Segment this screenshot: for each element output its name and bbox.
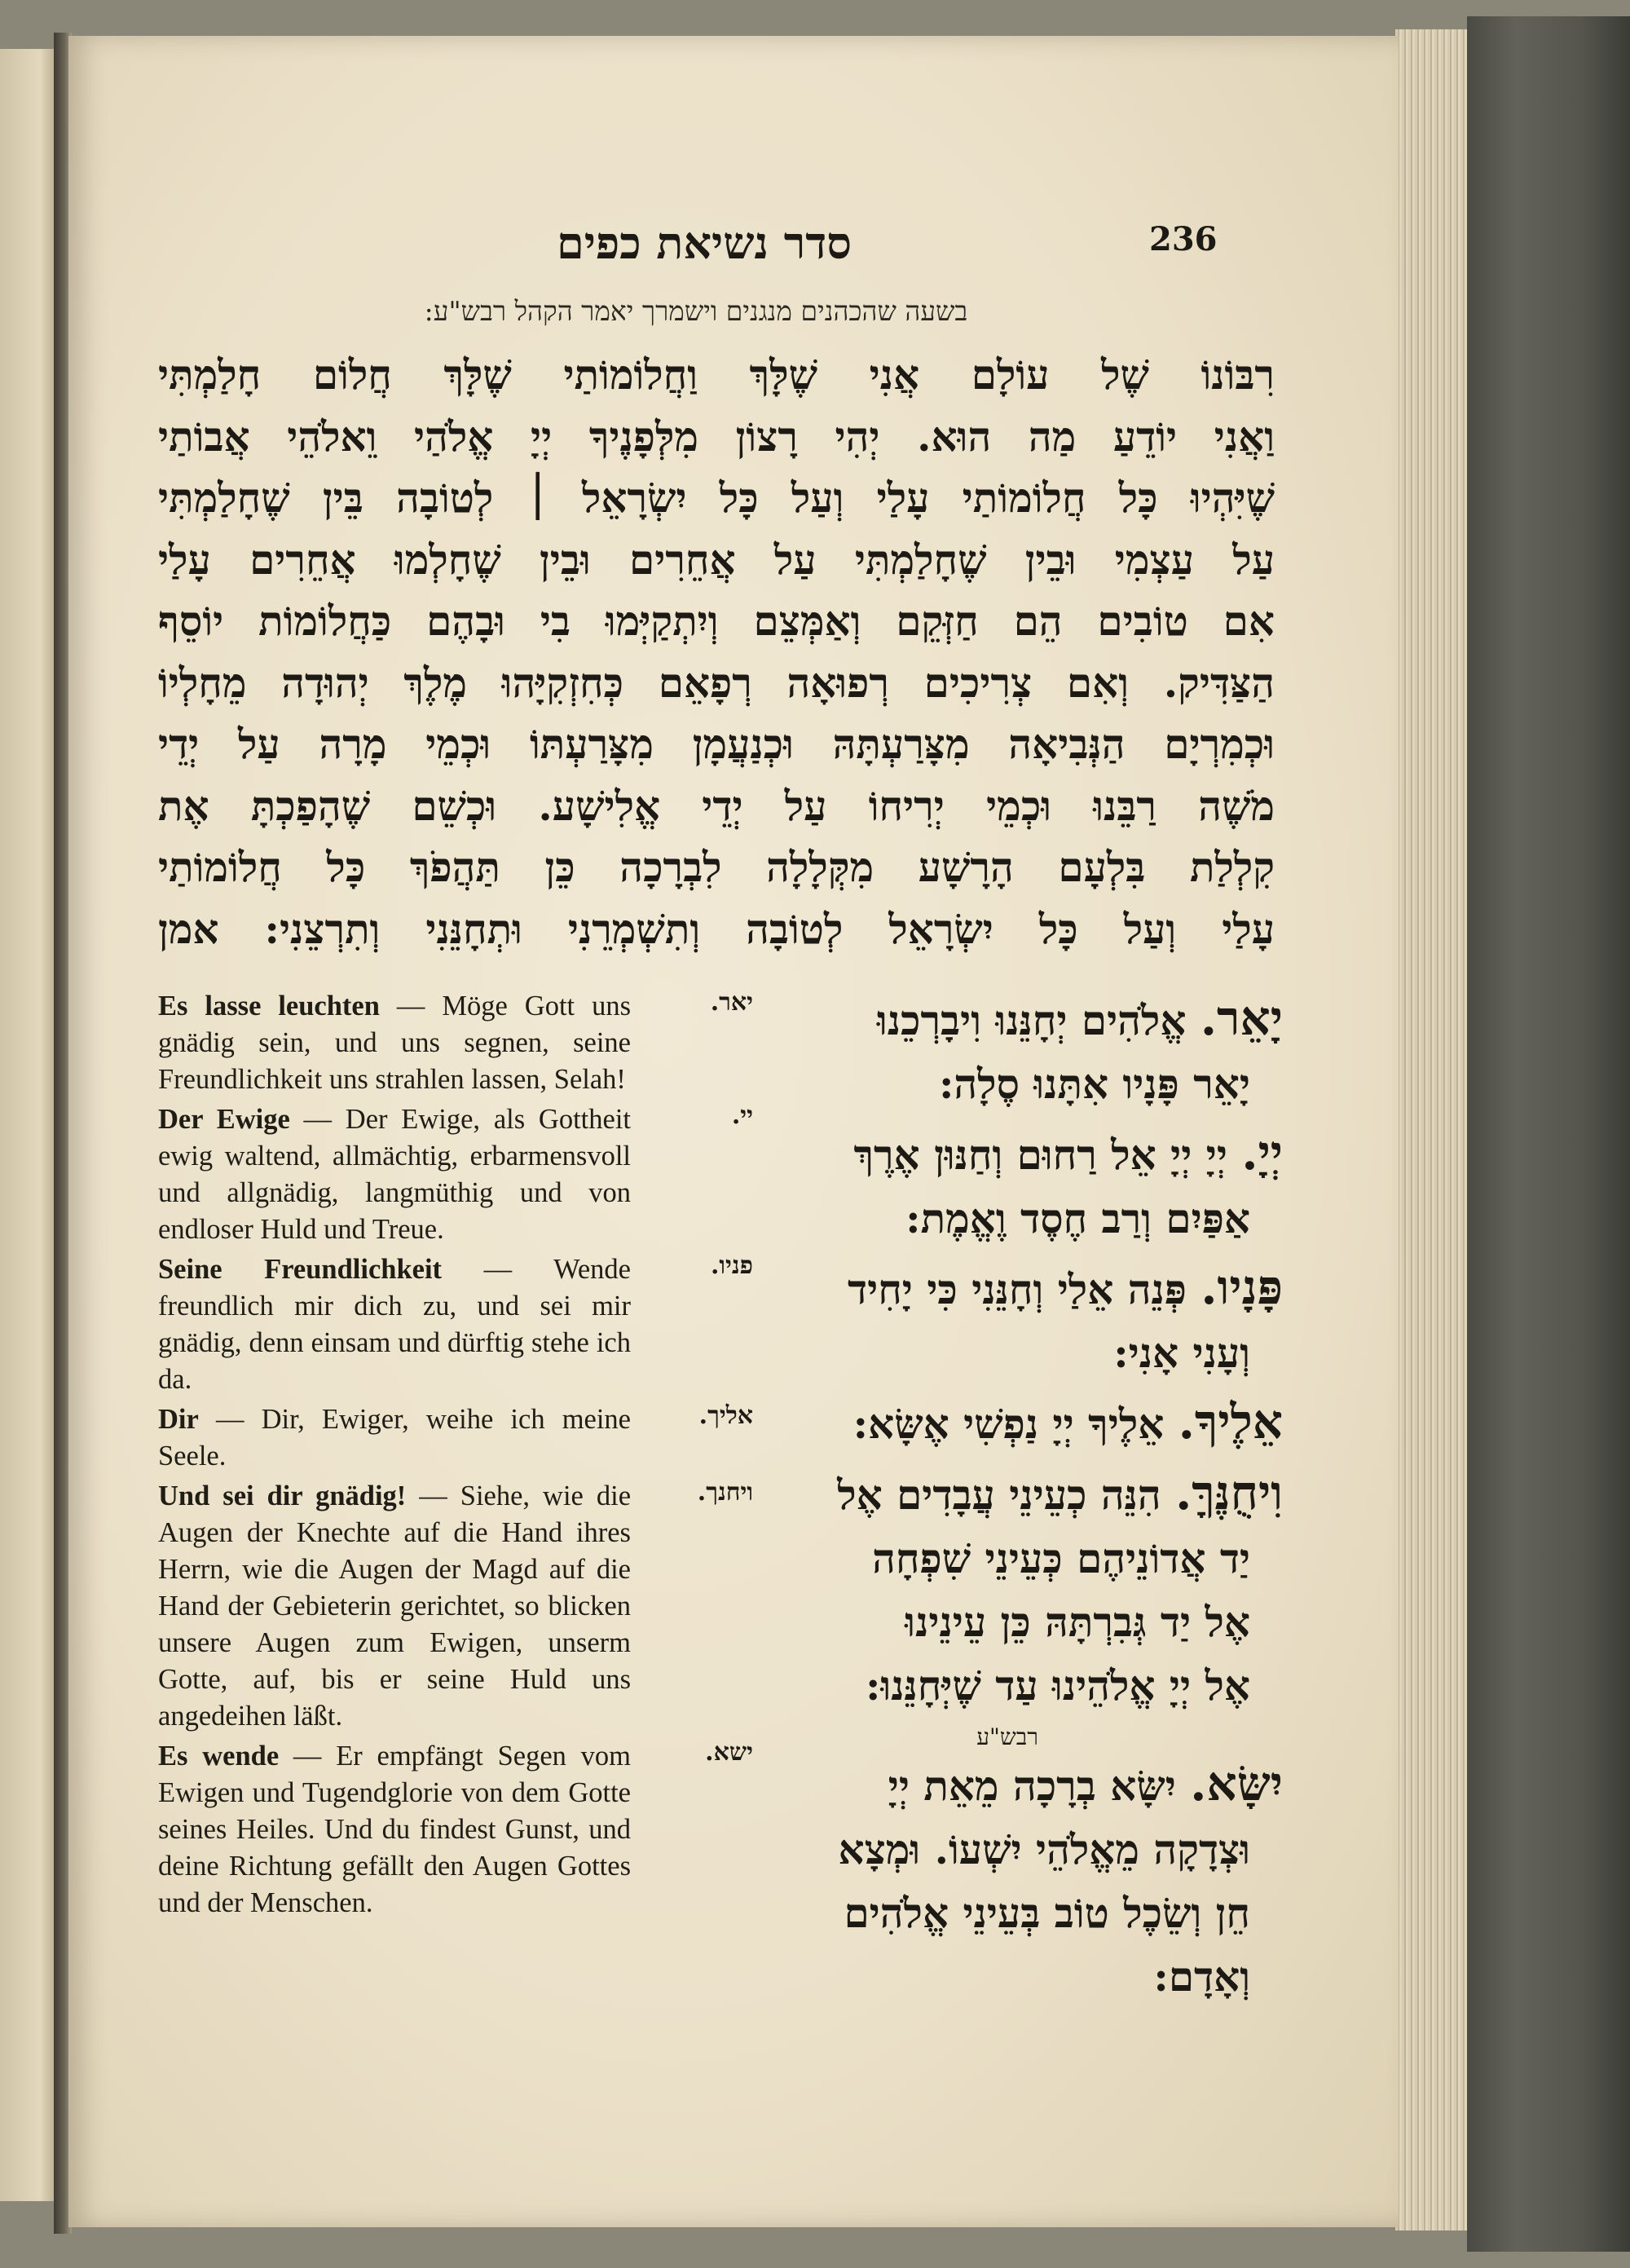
verse-line <box>778 1390 1283 1456</box>
verse-line <box>778 1461 1283 1527</box>
prayer-line: עַל עַצְמִי וּבֵין שֶׁחָלַמְתִּי עַל אֲחֵרִים וּבֵין שֶׁחָלְמוּ אֲחֵרִים עָלַי <box>158 535 1275 584</box>
page-edges <box>1395 29 1474 2230</box>
verse-text: אֶל יַד גְּבִרְתָּהּ כֵּן עֵינֵינוּ <box>905 1598 1250 1646</box>
gloss-entry <box>158 1401 761 1475</box>
verse-key: פָּנָיו. <box>1200 1260 1283 1315</box>
gloss-term: Der Ewige <box>158 1104 290 1135</box>
gloss-term: Es lasse leuchten <box>158 991 380 1021</box>
hebrew-verses <box>778 986 1283 2014</box>
verse-text: וּצְדָקָה מֵאֱלֹהֵי יִשְׁעוֹ. וּמְצָא <box>838 1825 1250 1873</box>
prayer-line: עָלַי וְעַל כָּל יִשְׂרָאֵל לְטוֹבָה וְתִשְׁמְרֵנִי וּתְחָנֵּנִי וְתִרְצֵנִי: אמן <box>158 904 1275 953</box>
gloss-entry <box>158 988 761 1098</box>
verse-key: יְיָ. <box>1241 1125 1283 1180</box>
gloss-text <box>158 1478 631 1735</box>
verse-line <box>778 1818 1283 1882</box>
verse-text: וְאָדָם: <box>1153 1953 1250 2001</box>
verse-text: יָאֵר פָּנָיו אִתָּנוּ סֶלָה: <box>938 1060 1250 1108</box>
gloss-term: Seine Freundlichkeit <box>158 1254 443 1285</box>
prayer-line: וּכְמִרְיָם הַנְּבִיאָה מִצָּרַעְתָּהּ וּכְנַעֲמָן מִצָּרַעְתּוֹ וּכְמֵי מָרָה עַל יְדֵי <box>158 720 1275 768</box>
gloss-body: — Er empfängt Segen vom Ewigen und Tugendglorie von dem Gotte seines Heiles. Und du findest Gunst, und deine Richtung gefällt den Augen Gottes und der Menschen. <box>158 1741 632 1918</box>
gloss-text <box>158 1401 631 1475</box>
verse-text: יַד אֲדוֹנֵיהֶם כְּעֵינֵי שִׁפְחָה <box>872 1534 1250 1582</box>
gloss-key: ישא. <box>705 1738 753 1767</box>
gloss-term: Und sei dir gnädig! <box>158 1480 407 1511</box>
verse-block <box>778 1121 1283 1251</box>
gloss-text <box>158 1101 631 1248</box>
verse-block <box>778 1461 1283 1718</box>
gloss-entry <box>158 1251 761 1398</box>
prayer-line: הַצַּדִּיק. וְאִם צְרִיכִים רְפוּאָה רְפָאֵם כְּחִזְקִיָּהוּ מֶלֶךְ יְהוּדָה מֵחָלְיוֹ <box>158 658 1275 707</box>
verse-line <box>778 1052 1283 1116</box>
verse-text: אֱלֹהִים יְחָנֵּנוּ וִיבָרְכֵנוּ <box>876 996 1187 1044</box>
verse-key: יִשָּׂא. <box>1190 1756 1283 1811</box>
verse-text: יִשָּׂא בְרָכָה מֵאֵת יְיָ <box>888 1762 1176 1810</box>
gloss-body: — Der Ewige, als Gottheit ewig waltend, allmächtig, erbarmensvoll und allgnädig, langmüthig und von endloser Huld und Treue. <box>158 1104 631 1245</box>
gloss-key: אליך. <box>698 1401 753 1430</box>
verse-line <box>778 1322 1283 1385</box>
gloss-term: Es wende <box>158 1741 280 1772</box>
verse-line <box>778 1255 1283 1322</box>
rubric: בשעה שהכהנים מנגנים וישמרך יאמר הקהל רבש"ע: <box>424 295 968 327</box>
gloss-key: פניו. <box>710 1251 753 1280</box>
verse-line <box>778 1187 1283 1251</box>
verse-key: וִיחֻנֶּךָּ. <box>1175 1465 1283 1520</box>
verse-block <box>778 986 1283 1116</box>
gloss-text <box>158 988 631 1098</box>
gloss-text <box>158 1738 631 1922</box>
verse-key: אֵלֶיךָ. <box>1178 1394 1283 1449</box>
verse-text: אֵלֶיךָ יְיָ נַפְשִׁי אֶשָּׂא: <box>852 1400 1165 1448</box>
prayer-line: מֹשֶׁה רַבֵּנוּ וּכְמֵי יְרִיחוֹ עַל יְדֵי אֱלִישָׁע. וּכְשֵׁם שֶׁהָפַכְתָּ אֶת <box>158 781 1275 830</box>
verse-line <box>778 1882 1283 1945</box>
gloss-key: יי. <box>731 1101 753 1130</box>
gloss-term: Dir <box>158 1404 199 1435</box>
verse-block <box>778 1255 1283 1385</box>
verse-line <box>778 1527 1283 1591</box>
verse-text: חֵן וְשֵׂכֶל טוֹב בְּעֵינֵי אֱלֹהִים <box>844 1889 1250 1937</box>
verse-text: פְּנֵה אֵלַי וְחָנֵּנִי כִּי יָחִיד <box>848 1265 1187 1313</box>
gloss-body: — Wende freundlich mir dich zu, und sei mir gnädig, denn einsam und dürftig stehe ich da. <box>158 1254 631 1395</box>
verse-block <box>778 1723 1283 2009</box>
verse-line <box>778 1121 1283 1187</box>
verse-key: יָאֵר. <box>1200 991 1283 1046</box>
gloss-entry <box>158 1478 761 1735</box>
gloss-entry <box>158 1101 761 1248</box>
gloss-text <box>158 1251 631 1398</box>
verse-text: אַפַּיִם וְרַב חֶסֶד וֶאֱמֶת: <box>905 1194 1250 1242</box>
verse-line <box>778 1752 1283 1818</box>
verse-tag: רבש"ע <box>976 1723 1038 1750</box>
verse-text: וְעָנִי אָנִי: <box>1113 1329 1250 1377</box>
prayer-line: קִלְלַת בִּלְעָם הָרָשָׁע מִקְּלָלָה לִבְרָכָה כֵּן תַּהֲפֹךְ כָּל חֲלוֹמוֹתַי <box>158 843 1275 891</box>
gloss-body: — Möge Gott uns gnädig sein, und uns segnen, seine Freundlichkeit uns strahlen lassen, Selah! <box>158 991 632 1095</box>
verse-text: אֶל יְיָ אֱלֹהֵינוּ עַד שֶׁיְּחָנֵּנוּ: <box>866 1661 1250 1710</box>
prayer-line: רִבּוֹנוֹ שֶׁל עוֹלָם אֲנִי שֶׁלָּךְ וַחֲלוֹמוֹתַי שֶׁלָּךְ חֲלוֹם חָלַמְתִּי <box>158 351 1275 399</box>
prayer-line: וַאֲנִי יוֹדֵעַ מַה הוּא. יְהִי רָצוֹן מִלְּפָנֶיךָ יְיָ אֱלֹהַי וֵאלֹהֵי אֲבוֹתַי <box>158 412 1275 461</box>
verse-line <box>778 1654 1283 1718</box>
page-title: סדר נשיאת כפים <box>557 217 852 269</box>
page-number: 236 <box>1149 220 1218 258</box>
verse-text: הִנֵּה כְעֵינֵי עֲבָדִים אֶל <box>837 1471 1161 1519</box>
gloss-body: — Siehe, wie die Augen der Knechte auf die Hand ihres Herrn, wie die Augen der Magd auf die Hand der Gebieterin gerichtet, so blicken unsere Augen zum Ewigen, unserm Gotte, auf, bis er seine Huld uns angedeihen läßt. <box>158 1480 632 1732</box>
gloss-key: יאר. <box>710 988 753 1017</box>
prayer-line: שֶׁיִּהְיוּ כָּל חֲלוֹמוֹתַי עָלַי וְעַל כָּל יִשְׂרָאֵל ׀ לְטוֹבָה בֵּין שֶׁחָלַמְתִּי <box>158 474 1275 522</box>
german-glosses <box>158 988 761 1925</box>
previous-page-edge <box>0 49 57 2201</box>
verse-block <box>778 1390 1283 1456</box>
book-cover <box>1467 16 1630 2252</box>
gloss-key: ויחנך. <box>697 1478 753 1507</box>
prayer-paragraph <box>158 344 1275 960</box>
gloss-entry <box>158 1738 761 1922</box>
prayer-line: אִם טוֹבִים הֵם חַזְּקֵם וְאַמְּצֵם וְיִתְקַיְּמוּ בִי וּבָהֶם כַּחֲלוֹמוֹת יוֹסֵף <box>158 597 1275 645</box>
verse-line <box>778 986 1283 1052</box>
gloss-body: — Dir, Ewiger, weihe ich meine Seele. <box>158 1404 631 1472</box>
verse-line <box>778 1945 1283 2009</box>
book-page <box>68 36 1399 2227</box>
verse-line <box>778 1591 1283 1654</box>
verse-text: יְיָ יְיָ אֵל רַחוּם וְחַנּוּן אֶרֶךְ <box>853 1131 1227 1179</box>
